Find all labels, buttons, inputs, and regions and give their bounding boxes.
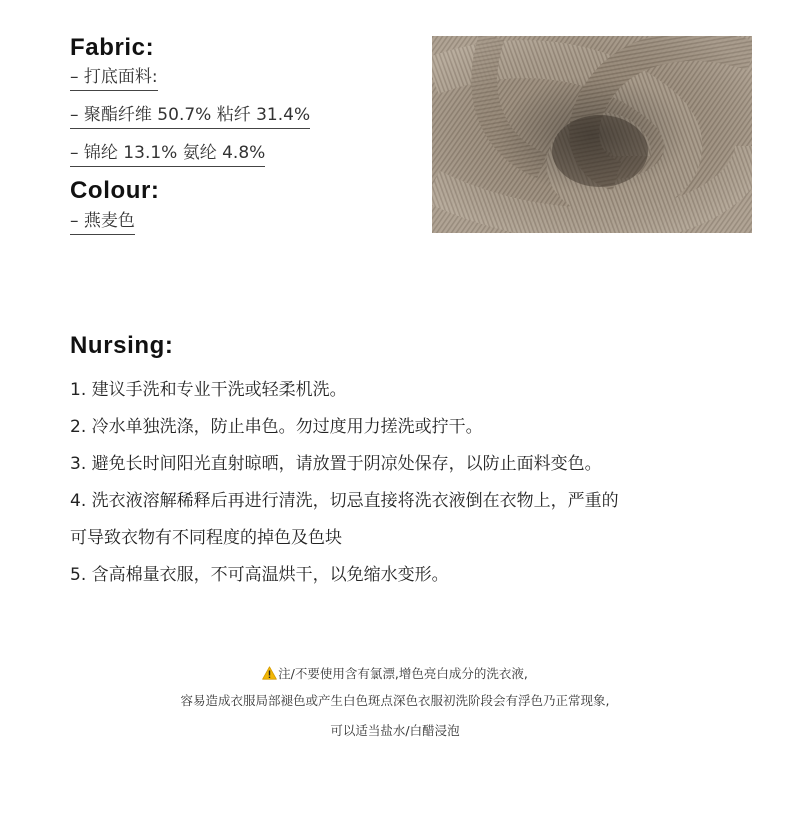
nursing-list — [70, 372, 750, 594]
nursing-item-4-continued: 可导致衣物有不同程度的掉色及色块 — [70, 528, 342, 548]
fabric-line-lining: – 打底面料: — [70, 67, 158, 91]
fabric-line-nylon: – 锦纶 13.1% 氨纶 4.8% — [70, 143, 265, 167]
nursing-item-4: 4. 洗衣液溶解稀释后再进行清洗，切忌直接将洗衣液倒在衣物上，严重的 — [70, 491, 619, 511]
fabric-swatch-image — [432, 36, 752, 233]
warning-icon — [262, 666, 277, 680]
note-line-2: 容易造成衣服局部褪色或产生白色斑点深色衣服初洗阶段会有浮色乃正常现象, — [180, 693, 610, 708]
nursing-item-5: 5. 含高棉量衣服，不可高温烘干，以免缩水变形。 — [70, 565, 449, 585]
fabric-heading: Fabric: — [70, 34, 155, 61]
nursing-item-2: 2. 冷水单独洗涤，防止串色。勿过度用力搓洗或拧干。 — [70, 417, 483, 437]
note-line-3: 可以适当盐水/白醋浸泡 — [330, 723, 460, 738]
fabric-line-polyester: – 聚酯纤维 50.7% 粘纤 31.4% — [70, 105, 310, 129]
nursing-item-1: 1. 建议手洗和专业干洗或轻柔机洗。 — [70, 380, 347, 400]
note-line-1 — [0, 666, 790, 681]
colour-heading: Colour: — [70, 177, 160, 204]
nursing-heading: Nursing: — [70, 332, 174, 359]
nursing-item-3: 3. 避免长时间阳光直射晾晒，请放置于阴凉处保存，以防止面料变色。 — [70, 454, 602, 474]
colour-line-oatmeal: – 燕麦色 — [70, 211, 135, 235]
fabric-swatch-photo-icon — [432, 36, 752, 233]
note-text-1: 注/不要使用含有氯漂,增色亮白成分的洗衣液, — [278, 666, 528, 681]
